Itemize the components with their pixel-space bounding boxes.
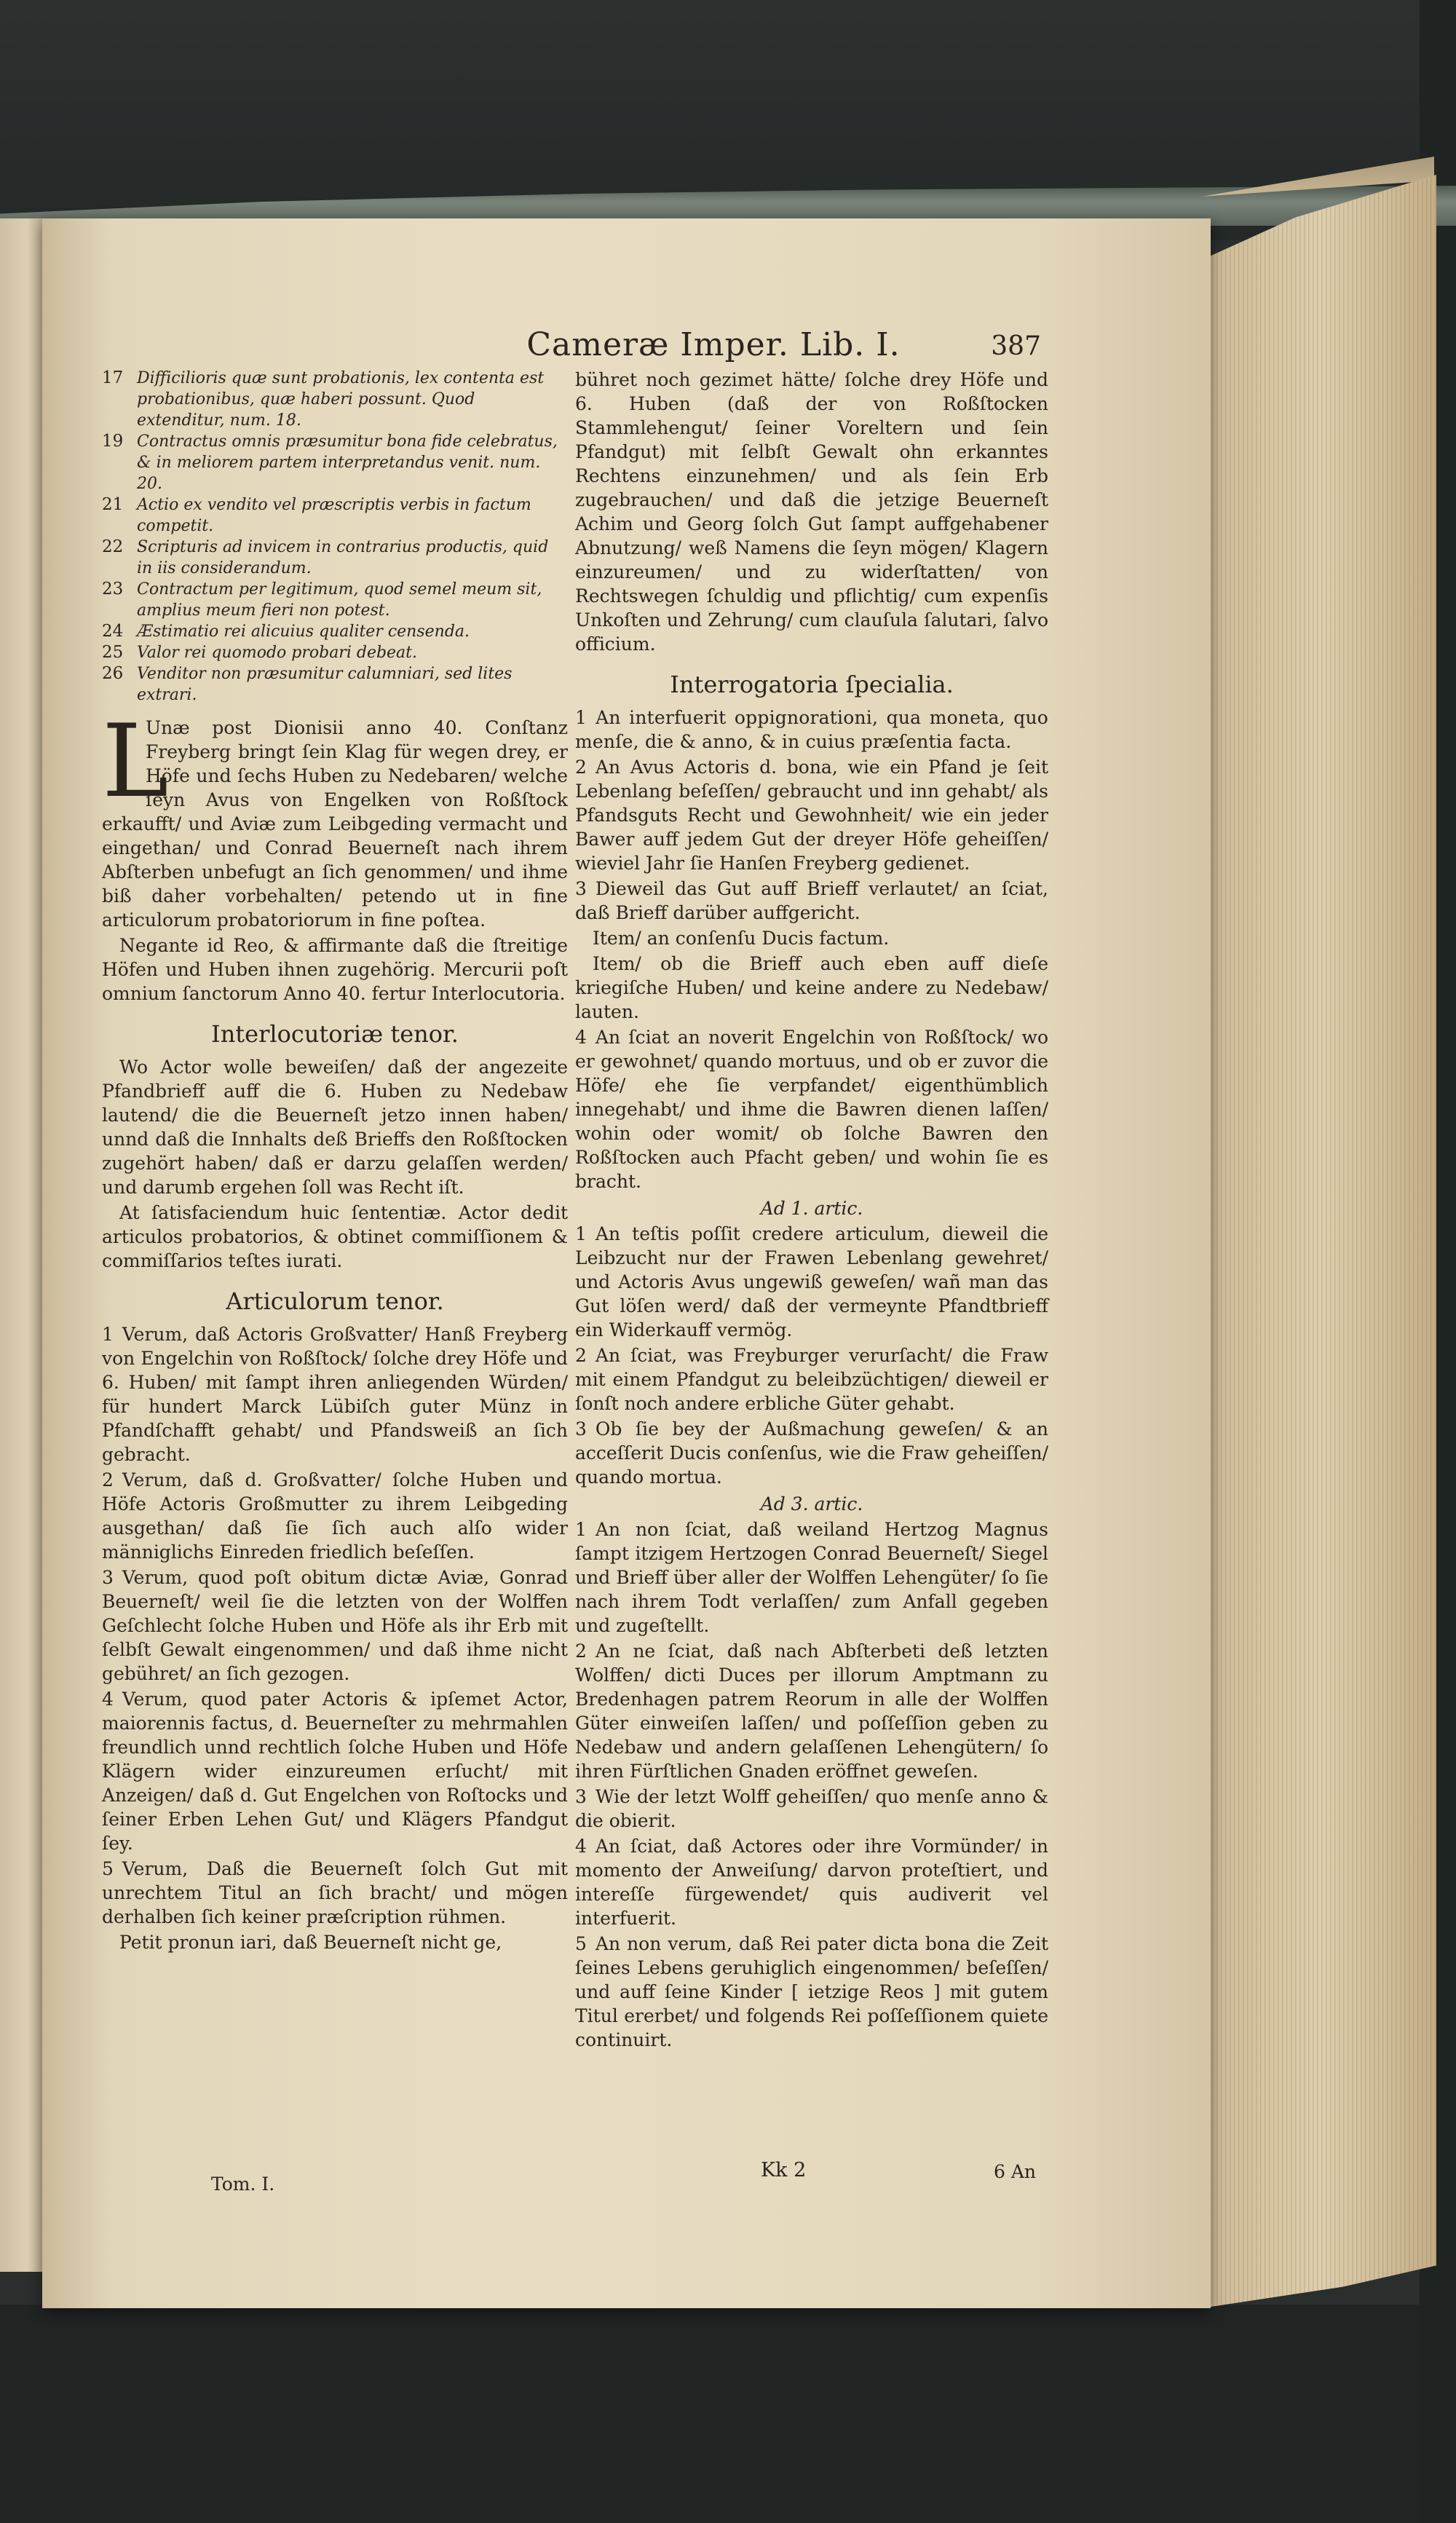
interrogatory-text: An Avus Actoris d. bona, wie ein Pfand je ſeit Lebenlang beſeſſen/ gebraucht und inn gehabt/ als Pfandsguts Recht und Gewohnheit/ wie ein jeder Bawer auff jedem Gut der dreyer Höfe geheiſſen/ wieviel Jahr ſie Hanſen Freyberg gedienet. — [575, 757, 1048, 874]
ad3-number: 1 — [575, 1519, 587, 1540]
summary-number: 21 — [102, 495, 124, 514]
interrogatory-number: 1 — [575, 707, 587, 728]
subheading-ad-1: Ad 1. artic. — [760, 1198, 863, 1219]
ad3-text: Wie der letzt Wolff geheiſſen/ quo menſe anno & die obierit. — [575, 1786, 1048, 1831]
interrogatory-text: Item/ an conſenſu Ducis factum. — [593, 928, 890, 949]
ad1-item — [575, 1343, 1048, 1416]
page-block-fore-edge — [1201, 175, 1436, 2308]
ad3-item — [575, 1639, 1048, 1783]
ad1-text: An ſciat, was Freyburger verurſacht/ die Fraw mit einem Pfandgut zu beleibzüchtigen/ dieweil er ſonſt noch andere erbliche Güter gehabt. — [575, 1345, 1048, 1414]
article-number: 5 — [102, 1858, 114, 1879]
article-item — [102, 1565, 568, 1686]
interrogatory-number: 2 — [575, 757, 587, 778]
article-number: 1 — [102, 1324, 114, 1345]
interrogatory-number: 3 — [575, 878, 587, 899]
interrogatory-item — [575, 926, 1048, 950]
subheading-ad-3: Ad 3. artic. — [760, 1493, 863, 1515]
summary-text: Valor rei quomodo probari debeat. — [137, 644, 418, 662]
summary-number: 22 — [102, 537, 124, 556]
summary-number: 26 — [102, 664, 124, 683]
ad3-text: An ne ſciat, daß nach Abſterbeti deß letzten Wolffen/ dicti Duces per illorum Amptmann zu Bredenhagen patrem Reorum in alle der Wolffen Güter einweiſen laſſen/ und poſſeſſion geben zu Nedebaw und andern gelaſſenen Lehengütern/ ſo ihren Fürſtlichen Gnaden eröffnet geweſen. — [575, 1640, 1048, 1782]
interrogatory-item — [575, 755, 1048, 875]
ad1-text: An teſtis poſſit credere articulum, dieweil die Leibzucht nur der Frawen Lebenlang gewehret/ und Actoris Avus ungewiß geweſen/ wañ man das Gut löſen werd/ daß der vermeynte Pfandtbrieff ein Widerkauff vermög. — [575, 1223, 1048, 1341]
summary-text: Contractum per legitimum, quod semel meum sit, amplius meum fieri non potest. — [137, 580, 542, 620]
ad3-text: An non ſciat, daß weiland Hertzog Magnus ſampt itzigem Hertzogen Conrad Beuerneſt/ Siegel und Brieff über aller der Wolffen Lehengüter/ ſo ſie nach ihrem Todt verlaſſen/ zum Anfall gegeben und zugeſtellt. — [575, 1519, 1048, 1636]
summary-item — [102, 368, 568, 431]
article-text: Verum, quod pater Actoris & ipſemet Actor, maiorennis factus, d. Beuerneſter zu mehrmahlen freundlich unnd rechtlich ſolche Huben und Höfe Klägern wider einzureumen erſucht/ mit Anzeigen/ daß d. Gut Engelchen von Roſtocks und ſeiner Erben Lehen Gut/ und Klägers Pfandgut ſey. — [102, 1689, 568, 1854]
article-number: 4 — [102, 1689, 114, 1710]
ad3-text: An non verum, daß Rei pater dicta bona die Zeit ſeines Lebens geruhiglich eingenommen/ beſeſſen/ und auff ſeine Kinder [ ietzige Reos ] mit gutem Titul ererbet/ und folgends Rei poſſeſſionem quiete continuirt. — [575, 1933, 1048, 2050]
summary-text: Actio ex vendito vel præscriptis verbis in factum competit. — [137, 496, 531, 535]
summary-item — [102, 579, 568, 621]
article-text: Verum, quod poſt obitum dictæ Aviæ, Gonrad Beuerneſt/ weil ſie die letzten von der Wolffen Geſchlecht ſolche Huben und Höfe als ihr Erb mit ſelbſt Gewalt eingenommen/ und daß ihme nicht gebühret/ an ſich gezogen. — [102, 1567, 568, 1684]
summary-list — [102, 368, 568, 706]
drop-cap: L — [102, 703, 169, 820]
summary-text: Æstimatio rei alicuius qualiter censenda. — [137, 623, 470, 641]
ad1-number: 3 — [575, 1418, 587, 1440]
article-text: Verum, Daß die Beuerneſt ſolch Gut mit unrechtem Titul an ſich bracht/ und mögen derhalben ſich keiner præſcription rühmen. — [102, 1858, 568, 1927]
volume-marker: Tom. I. — [211, 2173, 275, 2195]
ad1-item — [575, 1222, 1048, 1342]
section-heading-articulorum: Articulorum tenor. — [226, 1287, 444, 1315]
summary-item — [102, 621, 568, 642]
interrogatory-item — [575, 706, 1048, 754]
interlocutoriae-text: Wo Actor wolle beweiſen/ daß der angezeite Pfandbrieff auff die 6. Huben zu Nedebaw lautend/ die die Beuerneſt jetzo innen haben/ unnd daß die Innhalts deß Brieffs den Roßſtocken zugehört haben/ daß er darzu gelaſſen werden/ und darumb ergehen ſoll was Recht iſt. — [102, 1057, 568, 1198]
signature-mark: Kk 2 — [761, 2159, 807, 2182]
folio-number: 387 — [991, 331, 1041, 361]
article-last-line: Petit pronun iari, daß Beuerneſt nicht ge, — [119, 1932, 502, 1953]
article-item — [102, 1687, 568, 1855]
ad3-number: 4 — [575, 1836, 587, 1857]
article-item — [102, 1857, 568, 1929]
summary-number: 24 — [102, 622, 124, 641]
ad1-item — [575, 1417, 1048, 1489]
summary-number: 23 — [102, 580, 124, 599]
summary-item — [102, 663, 568, 706]
intro-text: Unæ post Dionisii anno 40. Conſtanz Freyberg bringt ſein Klag für wegen drey, er Höfe und ſechs Huben zu Nedebaren/ welche ſeyn Avus von Engelken von Roßſtock erkaufft/ und Aviæ zum Leibgeding vermacht und eingethan/ und Conrad Beuerneſt nach ihrem Abſterben unbefugt an ſich genommen/ und ihme biß daher vorbehalten/ petendo ut in fine articulorum probatoriorum in fine poſtea. — [102, 717, 568, 931]
right-column — [575, 368, 1048, 2053]
interrogatory-text: Dieweil das Gut auff Brieff verlautet/ an ſciat, daß Brieff darüber auffgericht. — [575, 878, 1048, 923]
ad1-number: 2 — [575, 1345, 587, 1366]
summary-number: 17 — [102, 368, 124, 387]
article-item — [102, 1322, 568, 1466]
ad3-item — [575, 1834, 1048, 1930]
article-number: 3 — [102, 1567, 114, 1588]
interlocutoriae-after: At ſatisfaciendum huic ſententiæ. Actor dedit articulos probatorios, & obtinet commiſſionem & commiſſarios teſtes iurati. — [102, 1202, 568, 1271]
summary-number: 25 — [102, 643, 124, 662]
interrogatory-text: An ſciat an noverit Engelchin von Roßſtock/ wo er gewohnet/ quando mortuus, und ob er zuvor die Höfe/ ehe ſie verpfandet/ eigenthümblich innegehabt/ und ihme die Bawren dienen laſſen/ wohin oder womit/ ob ſolche Bawren den Roßſtocken auch Pfacht geben/ und wohin ſie es bracht. — [575, 1027, 1048, 1192]
continued-text: bühret noch gezimet hätte/ ſolche drey Höfe und 6. Huben (daß der von Roßſtocken Stammlehengut/ ſeiner Voreltern und ſein Pfandgut) mit ſelbſt Gewalt ohn erkanntes Rechtens einzunehmen/ und als ſein Erb zugebrauchen/ und daß die jetzige Beuerneſt Achim und Georg ſolch Gut ſampt auffgehabener Abnutzung/ weß Namens die ſeyn mögen/ Klagern einzureumen/ und zu widerſtatten/ von Rechtswegen ſchuldig und pflichtig/ cum expenſis Unkoſten und Zehrung/ cum clauſula ſalutari, ſalvo officium. — [575, 369, 1048, 655]
summary-text: Difficilioris quæ sunt probationis, lex contenta est probationibus, quæ haberi possunt. Quod extenditur, num. 18. — [137, 369, 545, 430]
summary-number: 19 — [102, 432, 124, 451]
summary-text: Contractus omnis præsumitur bona fide celebratus, & in meliorem partem interpretandus venit. num. 20. — [137, 433, 558, 493]
running-header: Cameræ Imper. Lib. I. — [526, 326, 901, 363]
article-text: Verum, daß d. Großvatter/ ſolche Huben und Höfe Actoris Großmutter zu ihrem Leibgeding ausgethan/ daß ſie ſich auch alſo wider männiglichs Einreden friedlich beſeſſen. — [102, 1469, 568, 1563]
interrogatory-item — [575, 1025, 1048, 1193]
section-heading-interrogatoria: Interrogatoria ſpecialia. — [670, 671, 954, 698]
left-column — [102, 368, 568, 1956]
interrogatory-item — [575, 877, 1048, 925]
ad3-number: 3 — [575, 1786, 587, 1807]
interrogatory-item — [575, 952, 1048, 1024]
ad1-text: Ob ſie bey der Außmachung geweſen/ & an acceſſerit Ducis conſenſus, wie die Fraw geheiſſen/ quando mortua. — [575, 1418, 1048, 1488]
intro-followup: Negante id Reo, & affirmante daß die ſtreitige Höfen und Huben ihnen zugehörig. Mercurii poſt omnium ſanctorum Anno 40. fertur Interlocutoria. — [102, 935, 568, 1004]
summary-text: Scripturis ad invicem in contrarius productis, quid in iis considerandum. — [137, 538, 549, 577]
ad3-item — [575, 1517, 1048, 1638]
interrogatory-text: Item/ ob die Brieff auch eben auff dieſe kriegiſche Huben/ und keine andere zu Nedebaw/ lauten. — [575, 953, 1048, 1022]
article-item — [102, 1468, 568, 1564]
ad3-number: 2 — [575, 1640, 587, 1662]
ad3-number: 5 — [575, 1933, 587, 1954]
facing-page-edge — [0, 218, 47, 2272]
ad3-item — [575, 1932, 1048, 2052]
summary-item — [102, 431, 568, 494]
summary-text: Venditor non præsumitur calumniari, sed lites extrari. — [137, 665, 513, 704]
ad3-text: An ſciat, daß Actores oder ihre Vormünder/ in momento der Anweiſung/ darvon proteſtiert, und intereſſe fürgewendet/ quis audiverit vel interfuerit. — [575, 1836, 1048, 1929]
background-bottom — [0, 2305, 1456, 2523]
summary-item — [102, 642, 568, 663]
interrogatory-text: An interfuerit oppignorationi, qua moneta, quo menſe, die & anno, & in cuius præſentia facta. — [575, 707, 1048, 752]
ad3-item — [575, 1785, 1048, 1833]
ad1-number: 1 — [575, 1223, 587, 1244]
intro-paragraph — [102, 703, 568, 932]
summary-item — [102, 537, 568, 579]
summary-item — [102, 494, 568, 537]
catchword: 6 An — [994, 2161, 1037, 2182]
interrogatory-number: 4 — [575, 1027, 587, 1048]
section-heading-interlocutoriae: Interlocutoriæ tenor. — [211, 1020, 459, 1048]
article-text: Verum, daß Actoris Großvatter/ Hanß Freyberg von Engelchin von Roßſtock/ ſolche drey Höfe und 6. Huben/ mit ſampt ihren anliegenden Würden/ für hundert Marck Lübiſch guter Münz in Pfandſchafft gehabt/ und Pfandsweiß an ſich gebracht. — [102, 1324, 568, 1465]
article-number: 2 — [102, 1469, 114, 1490]
